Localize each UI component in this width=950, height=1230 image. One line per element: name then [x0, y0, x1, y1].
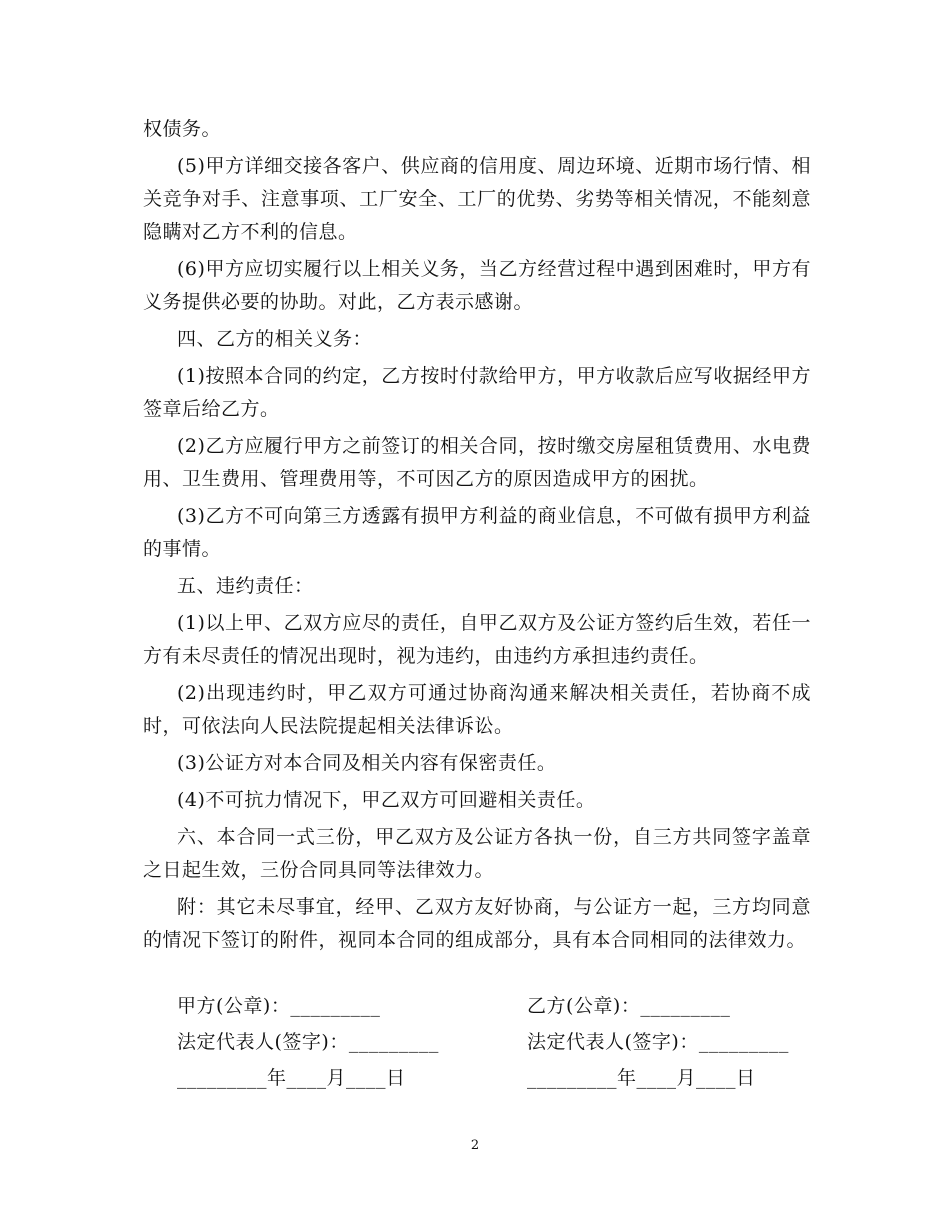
- contract-paragraph: (1)按照本合同的约定，乙方按时付款给甲方，甲方收款后应写收据经甲方签章后给乙方。: [143, 365, 811, 420]
- contract-paragraph: 权债务。: [143, 118, 222, 140]
- contract-paragraph: 五、违约责任：: [177, 575, 314, 597]
- party-a-seal-line: 甲方(公章)：_________: [177, 995, 381, 1017]
- contract-paragraph: 四、乙方的相关义务：: [177, 328, 373, 350]
- contract-paragraph: (2)乙方应履行甲方之前签订的相关合同，按时缴交房屋租赁费用、水电费用、卫生费用、管理费用等，不可因乙方的原因造成甲方的困扰。: [143, 435, 811, 490]
- contract-paragraph: 六、本合同一式三份，甲乙双方及公证方各执一份，自三方共同签字盖章之日起生效，三份合同具同等法律效力。: [143, 826, 811, 881]
- contract-paragraph: (4)不可抗力情况下，甲乙双方可回避相关责任。: [177, 789, 596, 811]
- contract-paragraph: (6)甲方应切实履行以上相关义务，当乙方经营过程中遇到困难时，甲方有义务提供必要的协助。对此，乙方表示感谢。: [143, 258, 811, 313]
- party-b-seal-line: 乙方(公章)：_________: [527, 995, 731, 1017]
- contract-paragraph: (1)以上甲、乙双方应尽的责任，自甲乙双方及公证方签约后生效，若任一方有未尽责任的情况出现时，视为违约，由违约方承担违约责任。: [143, 612, 811, 667]
- party-a-date-line: _________年____月____日: [177, 1067, 406, 1089]
- contract-paragraph: (3)公证方对本合同及相关内容有保密责任。: [177, 752, 557, 774]
- contract-paragraph: (2)出现违约时，甲乙双方可通过协商沟通来解决相关责任，若协商不成时，可依法向人民法院提起相关法律诉讼。: [143, 682, 811, 737]
- party-b-date-line: _________年____月____日: [527, 1067, 756, 1089]
- contract-body: [143, 113, 811, 961]
- party-a-representative-line: 法定代表人(签字)：_________: [177, 1031, 439, 1053]
- contract-paragraph: 附：其它未尽事宜，经甲、乙双方友好协商，与公证方一起，三方均同意的情况下签订的附件，视同本合同的组成部分，具有本合同相同的法律效力。: [143, 896, 811, 951]
- page-number: 2: [470, 1138, 480, 1153]
- contract-paragraph: (5)甲方详细交接各客户、供应商的信用度、周边环境、近期市场行情、相关竞争对手、注意事项、工厂安全、工厂的优势、劣势等相关情况，不能刻意隐瞒对乙方不利的信息。: [143, 155, 811, 243]
- contract-paragraph: (3)乙方不可向第三方透露有损甲方利益的商业信息，不可做有损甲方利益的事情。: [143, 505, 811, 560]
- party-b-representative-line: 法定代表人(签字)：_________: [527, 1031, 789, 1053]
